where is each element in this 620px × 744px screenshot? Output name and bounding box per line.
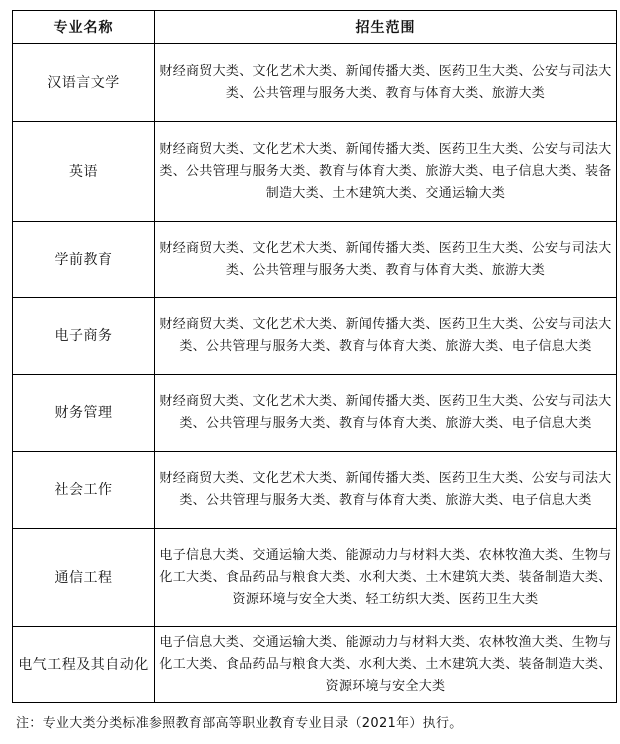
table-row <box>13 375 617 452</box>
major-name-cell: 汉语言文学 <box>13 44 155 122</box>
major-name-cell: 电气工程及其自动化 <box>13 627 155 703</box>
table-row <box>13 44 617 122</box>
major-name-cell: 英语 <box>13 122 155 222</box>
scope-cell: 财经商贸大类、文化艺术大类、新闻传播大类、医药卫生大类、公安与司法大类、公共管理与服务大类、教育与体育大类、旅游大类 <box>155 44 617 122</box>
table-row <box>13 529 617 627</box>
scope-cell: 财经商贸大类、文化艺术大类、新闻传播大类、医药卫生大类、公安与司法大类、公共管理与服务大类、教育与体育大类、旅游大类、电子信息大类 <box>155 298 617 375</box>
table-header-row <box>13 11 617 44</box>
major-name-cell: 电子商务 <box>13 298 155 375</box>
major-name-cell: 学前教育 <box>13 222 155 298</box>
table-row <box>13 298 617 375</box>
scope-cell: 财经商贸大类、文化艺术大类、新闻传播大类、医药卫生大类、公安与司法大类、公共管理与服务大类、教育与体育大类、旅游大类、电子信息大类、装备制造大类、土木建筑大类、交通运输大类 <box>155 122 617 222</box>
major-name-cell: 社会工作 <box>13 452 155 529</box>
scope-cell: 财经商贸大类、文化艺术大类、新闻传播大类、医药卫生大类、公安与司法大类、公共管理与服务大类、教育与体育大类、旅游大类、电子信息大类 <box>155 375 617 452</box>
scope-cell: 电子信息大类、交通运输大类、能源动力与材料大类、农林牧渔大类、生物与化工大类、食品药品与粮食大类、水利大类、土木建筑大类、装备制造大类、资源环境与安全大类、轻工纺织大类、医药卫生大类 <box>155 529 617 627</box>
table-row <box>13 222 617 298</box>
major-name-cell: 通信工程 <box>13 529 155 627</box>
table-footnote: 注：专业大类分类标准参照教育部高等职业教育专业目录（2021年）执行。 <box>16 716 463 731</box>
table-row <box>13 627 617 703</box>
scope-cell: 财经商贸大类、文化艺术大类、新闻传播大类、医药卫生大类、公安与司法大类、公共管理与服务大类、教育与体育大类、旅游大类 <box>155 222 617 298</box>
table-row <box>13 452 617 529</box>
major-name-cell: 财务管理 <box>13 375 155 452</box>
scope-cell: 财经商贸大类、文化艺术大类、新闻传播大类、医药卫生大类、公安与司法大类、公共管理与服务大类、教育与体育大类、旅游大类、电子信息大类 <box>155 452 617 529</box>
header-enrollment-scope: 招生范围 <box>155 11 617 44</box>
table-row <box>13 122 617 222</box>
header-major-name: 专业名称 <box>13 11 155 44</box>
scope-cell: 电子信息大类、交通运输大类、能源动力与材料大类、农林牧渔大类、生物与化工大类、食品药品与粮食大类、水利大类、土木建筑大类、装备制造大类、资源环境与安全大类 <box>155 627 617 703</box>
enrollment-scope-table <box>12 10 617 703</box>
